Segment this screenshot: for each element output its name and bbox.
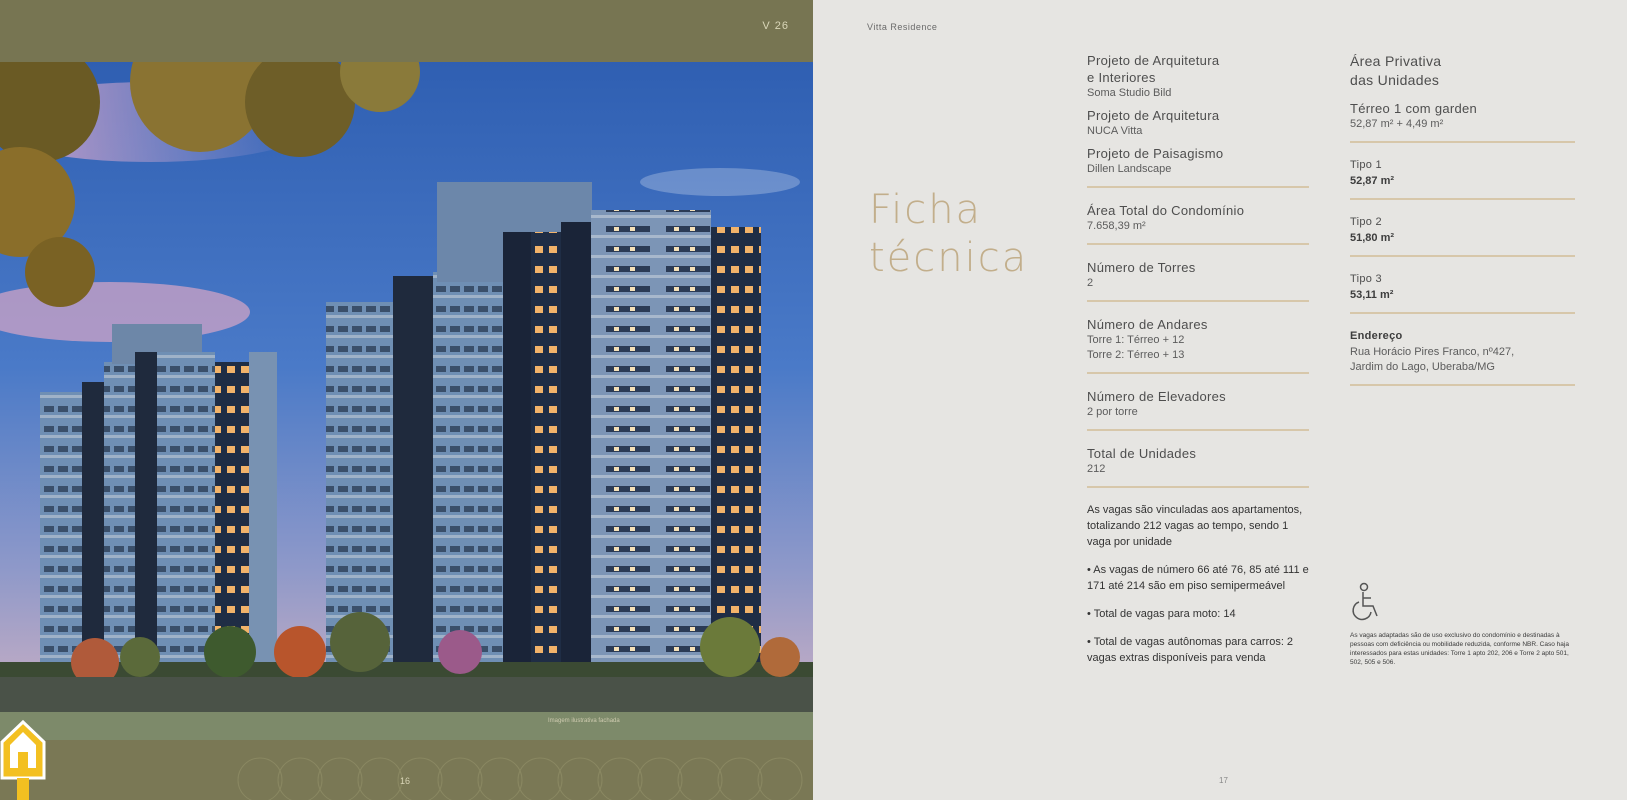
left-page — [0, 0, 813, 800]
endereco-label: Endereço — [1350, 330, 1403, 342]
tipo-value: 53,11 m² — [1350, 289, 1394, 301]
title-line-2: técnica — [869, 235, 1029, 281]
tipo-label: Tipo 2 — [1350, 216, 1382, 228]
unidades-label: Total de Unidades — [1087, 446, 1197, 461]
right-header: Vitta Residence — [867, 22, 938, 32]
unidades — [1087, 445, 1309, 477]
house-logo-icon — [0, 718, 46, 800]
andares-value-2: Torre 2: Térreo + 13 — [1087, 349, 1185, 361]
area-total — [1087, 202, 1309, 234]
elevadores-value: 2 por torre — [1087, 406, 1138, 418]
divider — [1350, 312, 1575, 314]
divider — [1087, 486, 1309, 488]
render-caption: Imagem ilustrativa fachada — [548, 718, 620, 724]
tipo-label: Tipo 1 — [1350, 159, 1382, 171]
vagas-note: • Total de vagas autônomas para carros: 2 vagas extras disponíveis para venda — [1087, 636, 1294, 664]
area-total-value: 7.658,39 m² — [1087, 220, 1146, 232]
wheelchair-icon — [1351, 582, 1381, 622]
tipo-item — [1350, 271, 1575, 303]
andares — [1087, 316, 1309, 363]
vagas-note: As vagas são vinculadas aos apartamentos, totalizando 212 vagas ao tempo, sendo 1 vaga por unidade — [1087, 504, 1303, 548]
andares-value-1: Torre 1: Térreo + 12 — [1087, 334, 1185, 346]
elevadores — [1087, 388, 1309, 420]
left-header — [0, 0, 813, 62]
left-page-number: 16 — [400, 776, 411, 786]
area-privativa-label: Área Privativa — [1350, 53, 1442, 69]
right-page-number: 17 — [1219, 776, 1228, 785]
divider — [1087, 300, 1309, 302]
tipo-item — [1350, 157, 1575, 189]
endereco-value-2: Jardim do Lago, Uberaba/MG — [1350, 361, 1495, 373]
endereco — [1350, 328, 1575, 375]
header-code: V 26 — [762, 20, 789, 32]
tipo-item — [1350, 100, 1575, 132]
project-label: Projeto de Arquitetura — [1087, 108, 1220, 123]
divider — [1087, 372, 1309, 374]
title-line-1: Ficha — [869, 187, 983, 233]
project-value: Dillen Landscape — [1087, 163, 1172, 175]
project-label: Projeto de Paisagismo — [1087, 146, 1224, 161]
torres — [1087, 259, 1309, 291]
area-privativa-label-2: das Unidades — [1350, 72, 1440, 88]
elevadores-label: Número de Elevadores — [1087, 389, 1226, 404]
section-title — [869, 186, 1028, 282]
right-page — [813, 0, 1627, 800]
area-total-label: Área Total do Condomínio — [1087, 203, 1245, 218]
project-credit — [1087, 107, 1309, 139]
divider — [1087, 243, 1309, 245]
tipo-label: Térreo 1 com garden — [1350, 101, 1478, 116]
left-footer — [0, 740, 813, 800]
footer-pattern — [0, 740, 813, 800]
divider — [1087, 429, 1309, 431]
tipo-value: 52,87 m² — [1350, 175, 1395, 187]
project-credit — [1087, 145, 1309, 177]
unidades-value: 212 — [1087, 463, 1106, 475]
tipo-label: Tipo 3 — [1350, 273, 1382, 285]
area-privativa — [1350, 52, 1575, 90]
tipo-value: 51,80 m² — [1350, 232, 1395, 244]
vagas-notes — [1087, 502, 1309, 666]
spec-column-area — [1350, 52, 1575, 400]
tipo-item — [1350, 214, 1575, 246]
project-label-2: e Interiores — [1087, 70, 1156, 85]
torres-label: Número de Torres — [1087, 260, 1196, 275]
torres-value: 2 — [1087, 277, 1094, 289]
divider — [1350, 198, 1575, 200]
project-value: NUCA Vitta — [1087, 125, 1143, 137]
divider — [1087, 186, 1309, 188]
andares-label: Número de Andares — [1087, 317, 1208, 332]
vagas-note: • As vagas de número 66 até 76, 85 até 111 e 171 até 214 são em piso semipermeável — [1087, 564, 1309, 592]
building-render — [0, 62, 813, 740]
spec-column-main — [1087, 52, 1309, 678]
project-credit — [1087, 52, 1309, 101]
divider — [1350, 384, 1575, 386]
divider — [1350, 141, 1575, 143]
project-label: Projeto de Arquitetura — [1087, 53, 1220, 68]
endereco-value-1: Rua Horácio Pires Franco, nº427, — [1350, 346, 1515, 358]
vagas-note: • Total de vagas para moto: 14 — [1087, 608, 1236, 620]
accessibility-note: As vagas adaptadas são de uso exclusivo do condomínio e destinadas à pessoas com deficiência ou mobilidade reduzida, conforme NBR. Caso haja interessados para estas unidades: Torre 1 apto 202, 206 e Torre 2 apto 501, 502, 505 e 506. — [1350, 632, 1569, 666]
project-value: Soma Studio Bild — [1087, 87, 1172, 99]
tipo-value: 52,87 m² + 4,49 m² — [1350, 118, 1444, 130]
divider — [1350, 255, 1575, 257]
